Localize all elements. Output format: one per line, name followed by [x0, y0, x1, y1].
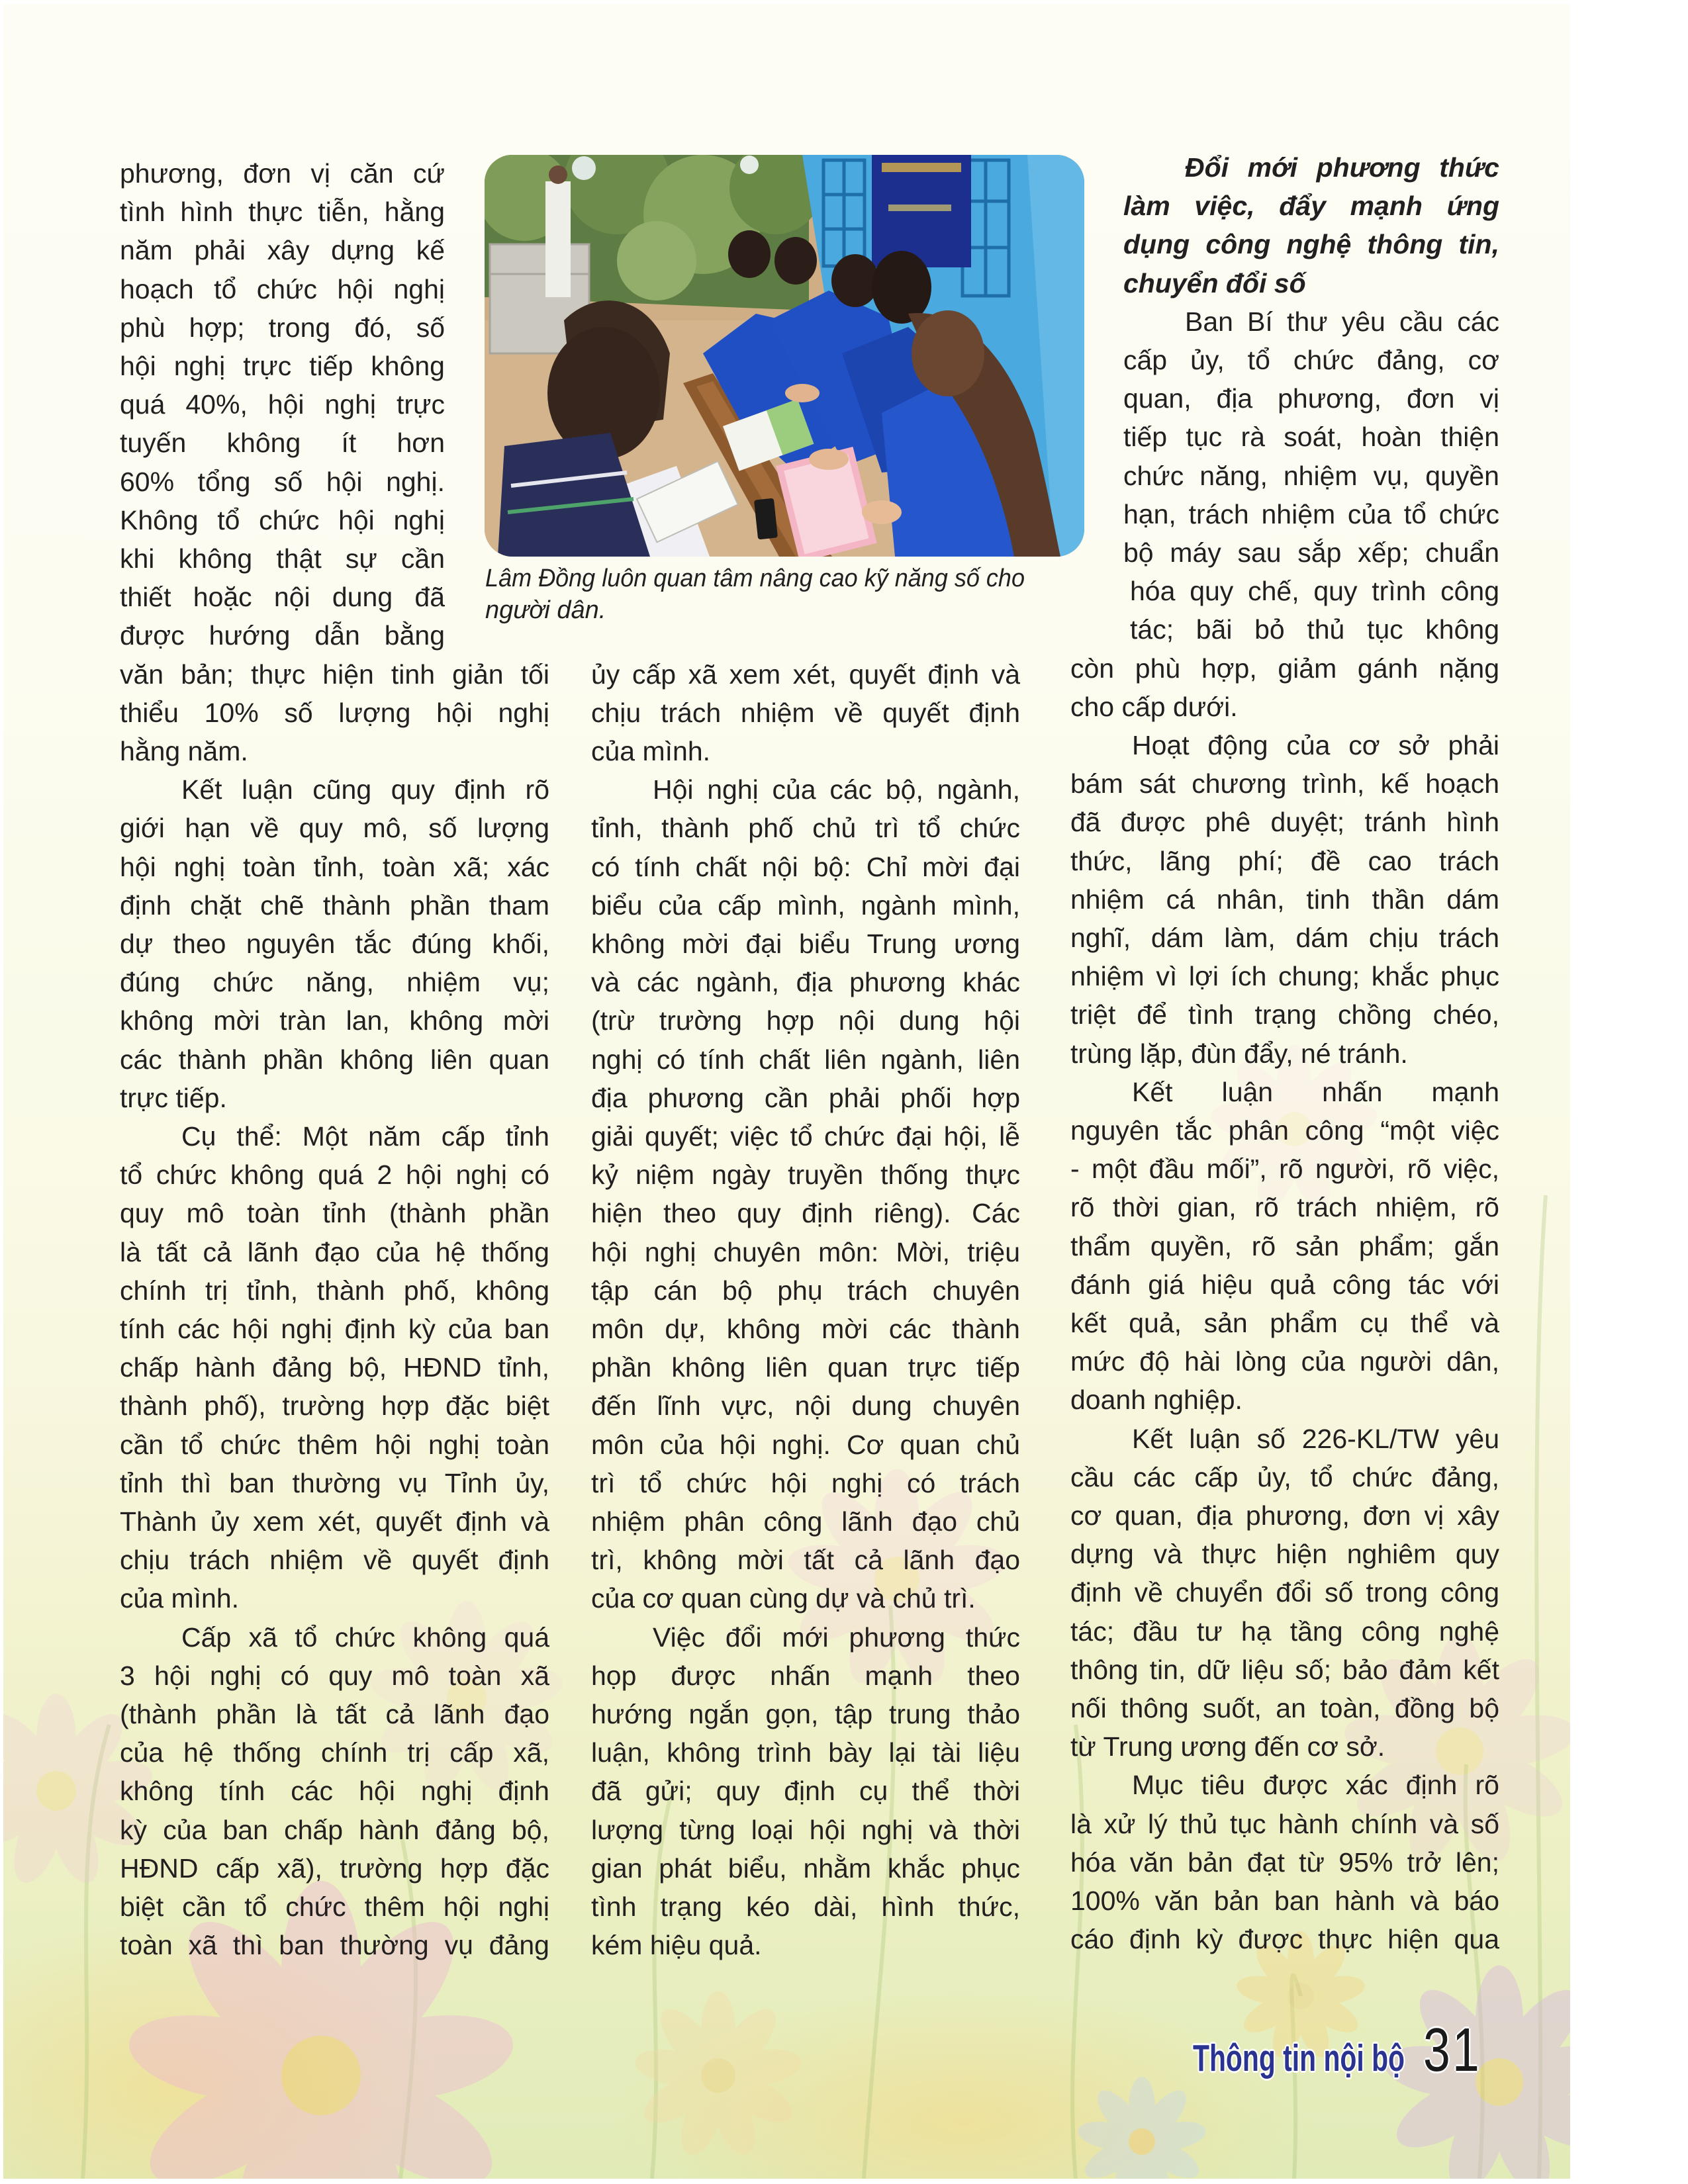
text-line: chính trị tỉnh, thành phố, không: [120, 1275, 549, 1306]
text-line: 3 hội nghị có quy mô toàn xã: [120, 1660, 549, 1691]
section-heading-line: Đổi mới phương thức: [1185, 152, 1499, 183]
text-line: hóa quy chế, quy trình công: [1130, 576, 1499, 607]
text-line: là tất cả lãnh đạo của hệ thống: [120, 1236, 549, 1267]
photo-youth-volunteers-helping-residents: [485, 155, 1084, 557]
text-line: kỷ niệm ngày truyền thống thực: [591, 1160, 1020, 1191]
text-line: được hướng dẫn bằng: [120, 620, 445, 651]
text-line: nhiệm vì lợi ích chung; khắc phục: [1070, 961, 1499, 992]
text-line: thiểu 10% số lượng hội nghị: [120, 697, 549, 728]
text-line: 60% tổng số hội nghị.: [120, 466, 445, 497]
text-line: tập cán bộ phụ trách chuyên: [591, 1275, 1020, 1306]
text-line: hội nghị toàn tỉnh, toàn xã; xác: [120, 851, 549, 882]
text-line: biệt cần tổ chức thêm hội nghị: [120, 1891, 549, 1922]
text-line: (thành phần là tất cả lãnh đạo: [120, 1699, 549, 1729]
text-line: Kết luận số 226-KL/TW yêu: [1132, 1423, 1499, 1454]
text-line: biểu của cấp mình, ngành mình,: [591, 889, 1020, 921]
text-line: từ Trung ương đến cơ sở.: [1070, 1731, 1385, 1762]
text-line: tổ chức không quá 2 hội nghị có: [120, 1160, 549, 1191]
text-line: không tính các hội nghị định: [120, 1776, 549, 1807]
text-line: của mình.: [591, 736, 711, 766]
text-line: tiếp tục rà soát, hoàn thiện: [1123, 422, 1499, 453]
text-line: của mình.: [120, 1583, 240, 1614]
text-line: hiện theo quy định riêng). Các: [591, 1198, 1020, 1229]
text-line: HĐND cấp xã), trường hợp đặc: [120, 1852, 549, 1884]
text-line: Mục tiêu được xác định rõ: [1132, 1770, 1499, 1801]
text-line: đánh giá hiệu quả công tác với: [1070, 1269, 1499, 1300]
text-line: các thành phần không liên quan: [120, 1044, 549, 1075]
text-line: cấp ủy, tổ chức đảng, cơ: [1123, 345, 1499, 375]
text-line: có tính chất nội bộ: Chỉ mời đại: [591, 851, 1020, 882]
text-line: thành phố), trường hợp đặc biệt: [120, 1390, 549, 1422]
text-line: luận, không trình bày lại tài liệu: [591, 1737, 1020, 1768]
text-line: chấp hành đảng bộ, HĐND tỉnh,: [120, 1352, 549, 1383]
text-line: hội nghị trực tiếp không: [120, 351, 445, 381]
text-line: thông tin, dữ liệu số; bảo đảm kết: [1070, 1654, 1499, 1685]
text-line: Kết luận nhấn mạnh: [1132, 1076, 1499, 1107]
section-heading-line: dụng công nghệ thông tin,: [1123, 229, 1499, 260]
text-line: là xử lý thủ tục hành chính và số: [1070, 1808, 1499, 1839]
text-line: kém hiệu quả.: [591, 1930, 762, 1961]
text-line: nghị có tính chất liên ngành, liên: [591, 1044, 1020, 1075]
text-line: gian phát biểu, nhằm khắc phục: [591, 1852, 1020, 1884]
photo-caption-line: người dân.: [485, 596, 606, 624]
article-photo: [485, 155, 1084, 557]
text-line: của hệ thống chính trị cấp xã,: [120, 1737, 549, 1768]
page-number: 31: [1423, 2015, 1481, 2084]
text-line: phần không liên quan trực tiếp: [591, 1352, 1020, 1383]
text-line: hằng năm.: [120, 736, 248, 766]
text-line: nhiệm cá nhân, tinh thần dám: [1070, 884, 1499, 915]
publication-name: Thông tin nội bộ: [1193, 2037, 1405, 2079]
text-line: dự theo nguyên tắc đúng khối,: [120, 929, 549, 959]
text-line: 100% văn bản ban hành và báo: [1070, 1886, 1499, 1916]
text-line: tác; đầu tư hạ tầng công nghệ: [1070, 1615, 1499, 1647]
text-line: trì tổ chức hội nghị có trách: [591, 1467, 1020, 1498]
text-line: tuyến không ít hơn: [120, 428, 445, 459]
text-line: cơ quan, địa phương, đơn vị xây: [1070, 1500, 1499, 1531]
text-line: cho cấp dưới.: [1070, 691, 1238, 722]
text-line: trực tiếp.: [120, 1082, 227, 1113]
text-line: năm phải xây dựng kế: [120, 235, 445, 266]
text-line: hạn, trách nhiệm của tổ chức: [1123, 498, 1499, 529]
text-line: môn dự, không mời các thành: [591, 1314, 1020, 1344]
text-line: tỉnh thì ban thường vụ Tỉnh ủy,: [120, 1467, 549, 1498]
text-line: quy mô toàn tỉnh (thành phần: [120, 1198, 549, 1229]
text-line: họp được nhấn mạnh theo: [591, 1660, 1020, 1691]
text-line: thiết hoặc nội dung đã: [120, 582, 445, 613]
text-line: giải quyết; việc tổ chức đại hội, lễ: [591, 1121, 1020, 1152]
background-flower: [1208, 1045, 1380, 1214]
text-line: Thành ủy xem xét, quyết định và: [120, 1506, 549, 1537]
text-line: không mời đại biểu Trung ương: [591, 929, 1020, 959]
text-line: khi không thật sự cần: [120, 543, 445, 574]
text-line: nhiệm phân công lãnh đạo chủ: [591, 1506, 1020, 1537]
text-line: tình hình thực tiễn, hằng: [120, 197, 445, 228]
text-line: Không tổ chức hội nghị: [120, 504, 445, 535]
text-line: đã gửi; quy định cụ thể thời: [591, 1776, 1020, 1807]
text-line: Ban Bí thư yêu cầu các: [1185, 306, 1499, 337]
text-line: bám sát chương trình, kế hoạch: [1070, 768, 1499, 799]
text-line: và các ngành, địa phương khác: [591, 967, 1020, 998]
text-line: doanh nghiệp.: [1070, 1385, 1243, 1416]
section-heading-line: làm việc, đẩy mạnh ứng: [1123, 191, 1499, 222]
text-line: bộ máy sau sắp xếp; chuẩn: [1123, 537, 1499, 568]
section-heading-line: chuyển đổi số: [1123, 267, 1306, 298]
text-line: mức độ hài lòng của người dân,: [1070, 1346, 1499, 1377]
text-line: quan, địa phương, đơn vị: [1123, 383, 1499, 414]
text-line: định về chuyển đổi số trong công: [1070, 1577, 1499, 1608]
text-line: Kết luận cũng quy định rõ: [181, 774, 549, 805]
photo-caption-line: Lâm Đồng luôn quan tâm nâng cao kỹ năng số cho: [485, 565, 1025, 592]
text-line: tình trạng kéo dài, hình thức,: [591, 1891, 1020, 1922]
text-line: trùng lặp, đùn đẩy, né tránh.: [1070, 1038, 1408, 1069]
text-line: thức, lãng phí; đề cao trách: [1070, 845, 1499, 876]
text-line: chịu trách nhiệm về quyết định: [591, 697, 1020, 728]
text-line: quá 40%, hội nghị trực: [120, 389, 445, 420]
text-line: định chặt chẽ thành phần tham: [120, 889, 549, 921]
text-line: đến lĩnh vực, nội dung chuyên: [591, 1390, 1020, 1422]
text-line: giới hạn về quy mô, số lượng: [120, 813, 549, 844]
text-line: chịu trách nhiệm về quyết định: [120, 1545, 549, 1576]
text-line: tỉnh, thành phố chủ trì tổ chức: [591, 813, 1020, 844]
text-line: (trừ trường hợp nội dung hội: [591, 1005, 1020, 1036]
text-line: cầu các cấp ủy, tổ chức đảng,: [1070, 1461, 1499, 1492]
text-line: môn của hội nghị. Cơ quan chủ: [591, 1429, 1020, 1460]
text-line: hóa văn bản đạt từ 95% trở lên;: [1070, 1846, 1499, 1878]
text-line: nối thông suốt, an toàn, đồng bộ: [1070, 1693, 1499, 1723]
text-line: còn phù hợp, giảm gánh nặng: [1070, 653, 1499, 684]
text-line: Cấp xã tổ chức không quá: [181, 1621, 549, 1653]
text-line: kết quả, sản phẩm cụ thể và: [1070, 1308, 1499, 1338]
text-line: kỳ của ban chấp hành đảng bộ,: [120, 1814, 549, 1845]
text-line: Hội nghị của các bộ, ngành,: [653, 774, 1020, 805]
text-line: tác; bãi bỏ thủ tục không: [1130, 614, 1499, 645]
text-line: Hoạt động của cơ sở phải: [1132, 730, 1499, 760]
text-line: đúng chức năng, nhiệm vụ;: [120, 967, 549, 998]
text-line: văn bản; thực hiện tinh giản tối: [120, 659, 549, 690]
text-line: không mời tràn lan, không mời: [120, 1005, 549, 1036]
text-line: ủy cấp xã xem xét, quyết định và: [591, 659, 1020, 690]
text-line: Cụ thể: Một năm cấp tỉnh: [181, 1121, 549, 1152]
text-line: dựng và thực hiện nghiêm quy: [1070, 1539, 1499, 1570]
text-line: đã được phê duyệt; tránh hình: [1070, 807, 1499, 838]
text-line: cáo định kỳ được thực hiện qua: [1070, 1924, 1499, 1955]
text-line: tính các hội nghị định kỳ của ban: [120, 1314, 549, 1344]
text-line: của cơ quan cùng dự và chủ trì.: [591, 1583, 976, 1614]
text-line: toàn xã thì ban thường vụ đảng: [120, 1930, 549, 1961]
text-line: - một đầu mối”, rõ người, rõ việc,: [1070, 1154, 1499, 1185]
text-line: lượng từng loại hội nghị và thời: [591, 1814, 1020, 1845]
text-line: rõ thời gian, rõ trách nhiệm, rõ: [1070, 1192, 1499, 1223]
text-line: địa phương cần phải phối hợp: [591, 1082, 1020, 1113]
text-line: chức năng, nhiệm vụ, quyền: [1123, 460, 1499, 491]
text-line: phương, đơn vị căn cứ: [120, 158, 445, 189]
text-line: phù hợp; trong đó, số: [120, 312, 445, 343]
text-line: triệt để tình trạng chồng chéo,: [1070, 999, 1499, 1030]
text-line: trì, không mời tất cả lãnh đạo: [591, 1545, 1020, 1576]
text-line: Việc đổi mới phương thức: [653, 1621, 1020, 1653]
text-line: nghĩ, dám làm, dám chịu trách: [1070, 923, 1499, 953]
text-line: hướng ngắn gọn, tập trung thảo: [591, 1699, 1020, 1729]
text-line: hội nghị chuyên môn: Mời, triệu: [591, 1236, 1020, 1267]
text-line: nguyên tắc phân công “một việc: [1070, 1115, 1499, 1146]
text-line: thẩm quyền, rõ sản phẩm; gắn: [1070, 1230, 1499, 1261]
text-line: hoạch tổ chức hội nghị: [120, 273, 445, 304]
text-line: cần tổ chức thêm hội nghị toàn: [120, 1429, 549, 1460]
